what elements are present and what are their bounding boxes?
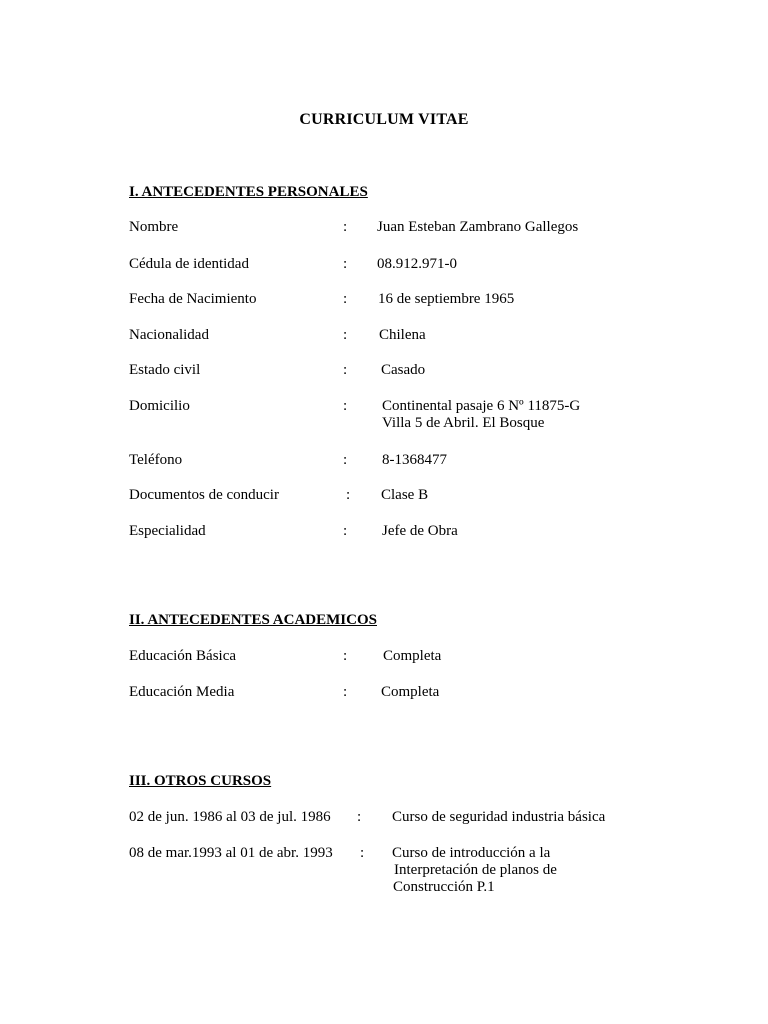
section-heading-personal: I. ANTECEDENTES PERSONALES <box>129 184 368 200</box>
course-dates: 02 de jun. 1986 al 03 de jul. 1986 <box>129 809 331 825</box>
field-label: Documentos de conducir <box>129 487 279 503</box>
field-label: Domicilio <box>129 398 190 414</box>
field-row-domicilio <box>0 398 768 431</box>
field-value <box>382 398 580 432</box>
field-colon: : <box>343 327 348 343</box>
course-name-line: Construcción P.1 <box>393 879 495 895</box>
field-value <box>377 219 578 236</box>
field-value-line: 16 de septiembre 1965 <box>378 291 515 307</box>
field-label: Nacionalidad <box>129 327 209 343</box>
section-heading-academic: II. ANTECEDENTES ACADEMICOS <box>129 612 377 628</box>
field-row-nombre <box>0 219 768 237</box>
course-row <box>0 845 768 895</box>
field-row-nacionalidad <box>0 327 768 345</box>
field-row-telefono <box>0 452 768 470</box>
field-value-line: 8-1368477 <box>382 452 447 468</box>
field-value <box>378 291 514 308</box>
field-value <box>377 256 457 273</box>
field-colon: : <box>343 362 348 378</box>
course-dates: 08 de mar.1993 al 01 de abr. 1993 <box>129 845 333 861</box>
field-value-line: Villa 5 de Abril. El Bosque <box>382 415 545 431</box>
field-value-line: Chilena <box>379 327 426 343</box>
field-value <box>379 327 426 344</box>
field-colon: : <box>343 219 348 235</box>
field-colon: : <box>343 452 348 468</box>
field-value-line: Jefe de Obra <box>382 523 458 539</box>
course-name-line: Curso de seguridad industria básica <box>392 809 606 825</box>
field-value-line: Clase B <box>381 487 429 503</box>
field-colon: : <box>343 684 348 700</box>
field-colon: : <box>343 291 348 307</box>
field-value-line: 08.912.971-0 <box>377 256 457 272</box>
field-row-especialidad <box>0 523 768 541</box>
field-value <box>382 523 458 540</box>
field-value <box>381 487 428 504</box>
field-label: Educación Básica <box>129 648 237 664</box>
course-name <box>392 809 605 826</box>
field-colon: : <box>343 398 348 414</box>
field-label: Cédula de identidad <box>129 256 249 272</box>
field-colon: : <box>343 256 348 272</box>
document-title: CURRICULUM VITAE <box>299 111 469 128</box>
field-value <box>381 362 425 379</box>
field-colon: : <box>343 648 348 664</box>
field-colon: : <box>346 487 351 503</box>
field-value <box>381 684 439 701</box>
field-colon: : <box>343 523 348 539</box>
field-row-educacion-media <box>0 684 768 702</box>
field-row-educacion-basica <box>0 648 768 666</box>
field-colon: : <box>357 809 362 825</box>
field-value-line: Continental pasaje 6 Nº 11875-G <box>382 398 581 414</box>
field-label: Teléfono <box>129 452 183 468</box>
field-value-line: Completa <box>383 648 442 664</box>
field-value-line: Juan Esteban Zambrano Gallegos <box>377 219 579 235</box>
field-label: Educación Media <box>129 684 235 700</box>
course-name-line: Interpretación de planos de <box>394 862 557 878</box>
field-colon: : <box>360 845 365 861</box>
course-row <box>0 809 768 827</box>
course-name <box>392 845 557 896</box>
field-value-line: Completa <box>381 684 440 700</box>
field-label: Especialidad <box>129 523 206 539</box>
field-label: Estado civil <box>129 362 201 378</box>
field-value <box>382 452 447 469</box>
field-label: Fecha de Nacimiento <box>129 291 257 307</box>
field-label: Nombre <box>129 219 179 235</box>
field-value <box>383 648 441 665</box>
field-value-line: Casado <box>381 362 426 378</box>
field-row-documentos-conducir <box>0 487 768 505</box>
course-name-line: Curso de introducción a la <box>392 845 551 861</box>
field-row-cedula <box>0 256 768 274</box>
field-row-estado-civil <box>0 362 768 380</box>
field-row-fecha-nacimiento <box>0 291 768 309</box>
section-heading-courses: III. OTROS CURSOS <box>129 773 272 789</box>
